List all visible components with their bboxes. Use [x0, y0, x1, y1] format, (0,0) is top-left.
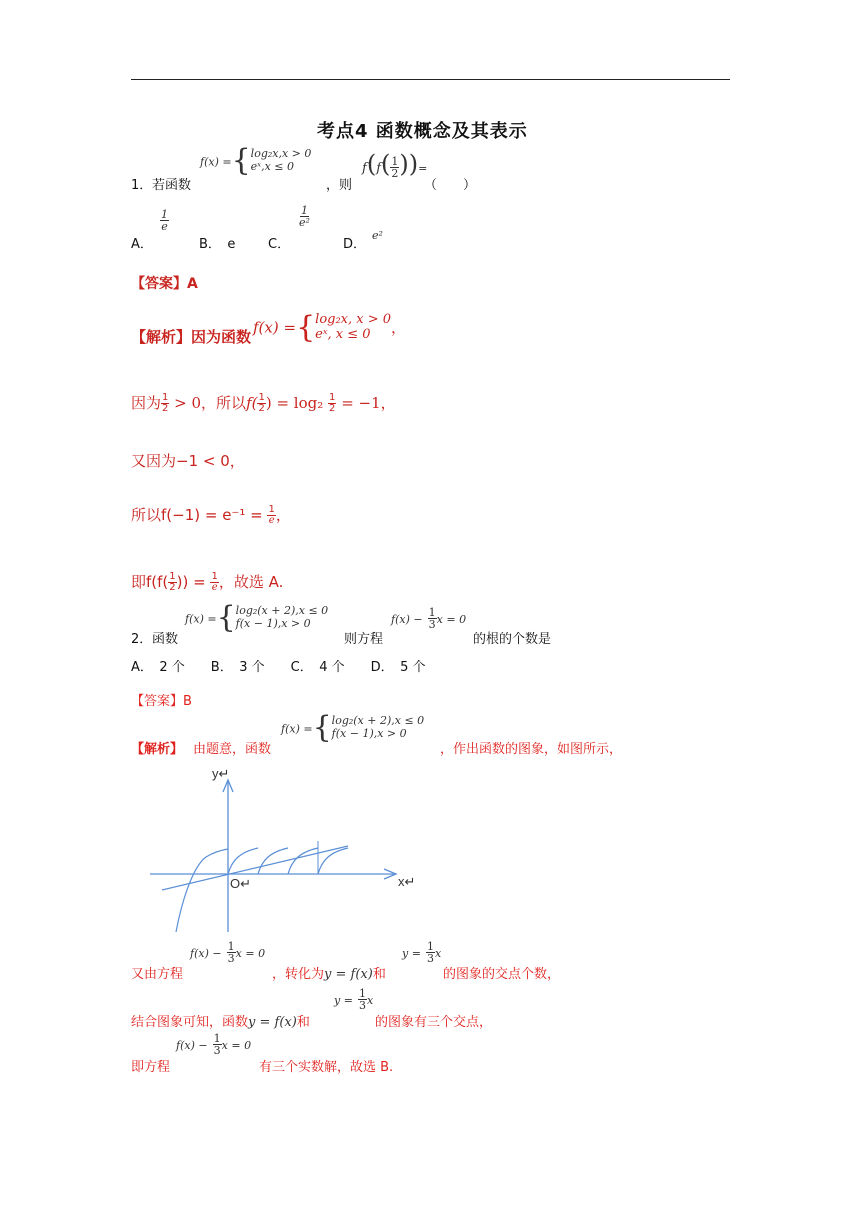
q2-solution-function: f(x) ={ log₂(x + 2),x ≤ 0 f(x − 1),x > 0	[281, 710, 425, 745]
q2-solution-intro: 由题意，函数	[193, 742, 272, 757]
q1-answer-blank: （ ）	[424, 178, 477, 193]
q2-solution-label: 【解析】	[131, 742, 184, 757]
q2-options: A． 2 个 B． 3 个 C． 4 个 D． 5 个	[131, 660, 426, 675]
q1-option-c-label: C．	[268, 237, 291, 252]
q2-prefix: 函数	[152, 632, 179, 647]
q1-mid-text: ，则	[326, 178, 353, 193]
q2-line3-equation: f(x) − $\frac{1}{3}$ x = 0	[176, 1032, 252, 1057]
q2-line1-middle: ，转化为y = f(x)和	[272, 967, 386, 982]
q1-option-d-label: D．	[343, 237, 367, 252]
q2-line2-prefix: 结合图象可知，函数y = f(x)和	[131, 1015, 310, 1030]
q1-solution-line4: 所以f(−1) = e⁻¹ = $\frac{1}{e}$ ，	[131, 504, 291, 526]
q1-number: 1．	[131, 178, 153, 193]
q2-mid-text: 则方程	[344, 632, 384, 647]
function-graph	[148, 760, 420, 932]
q1-solution-line5: 即f(f( $\frac{1}{2}$ )) = $\frac{1}{e}$ ，故选 A.	[131, 571, 284, 593]
q2-line3-prefix: 即方程	[131, 1060, 171, 1075]
x-axis-label: x↵	[398, 874, 416, 889]
q2-line1-equation: f(x) − $\frac{1}{3}$ x = 0	[190, 940, 266, 965]
q1-option-a-label: A．	[131, 237, 153, 252]
q2-answer: 【答案】B	[131, 694, 192, 709]
q1-solution-function: f(x) ={ log₂x, x > 0 eˣ, x ≤ 0 ，	[253, 310, 407, 345]
q1-answer: 【答案】A	[131, 276, 198, 292]
q2-suffix: 的根的个数是	[473, 632, 552, 647]
q1-solution-line2: 因为 $\frac{1}{2}$ > 0，所以f( $\frac{1}{2}$ ) = log₂ $\frac{1}{2}$ = −1，	[131, 392, 396, 414]
header-rule	[131, 79, 730, 80]
q2-equation: f(x) − $\frac{1}{3}$ x = 0	[391, 606, 467, 631]
y-axis-label: y↵	[212, 766, 230, 781]
q1-prefix: 若函数	[152, 178, 192, 193]
q2-number: 2．	[131, 632, 153, 647]
origin-label: O↵	[230, 876, 252, 891]
q1-function-definition: f(x) ={ log₂x,x > 0 eˣ,x ≤ 0	[200, 143, 312, 178]
q1-composite-expression: f(f( $\frac{1}{2}$ ))=	[362, 150, 428, 180]
q1-solution-label: 【解析】因为函数	[131, 328, 252, 346]
q2-line2-suffix: 的图象有三个交点，	[375, 1015, 493, 1030]
q2-solution-text: ，作出函数的图象，如图所示，	[440, 742, 623, 757]
q1-option-a-value: $\frac{1}{e}$	[161, 208, 168, 233]
page-title: 考点4 函数概念及其表示	[317, 121, 528, 142]
q2-function-definition: f(x) ={ log₂(x + 2),x ≤ 0 f(x − 1),x > 0	[185, 600, 329, 635]
periodic-piece-3	[288, 848, 318, 874]
log-branch-curve	[176, 849, 228, 932]
q2-line1-prefix: 又由方程	[131, 967, 184, 982]
periodic-piece-1	[228, 848, 258, 874]
q2-line1-linear: y = $\frac{1}{3}$ x	[402, 940, 442, 965]
q1-option-c-value: $\frac{1}{\text{e²}}$	[299, 204, 310, 229]
q2-line1-suffix: 的图象的交点个数，	[443, 967, 561, 982]
q2-line3-suffix: 有三个实数解，故选 B.	[259, 1060, 394, 1075]
q1-solution-line3: 又因为−1 < 0，	[131, 452, 245, 470]
q1-option-b: B． e	[199, 237, 236, 252]
q2-line2-linear: y = $\frac{1}{3}$ x	[334, 987, 374, 1012]
q1-option-d-value: e²	[372, 229, 383, 242]
